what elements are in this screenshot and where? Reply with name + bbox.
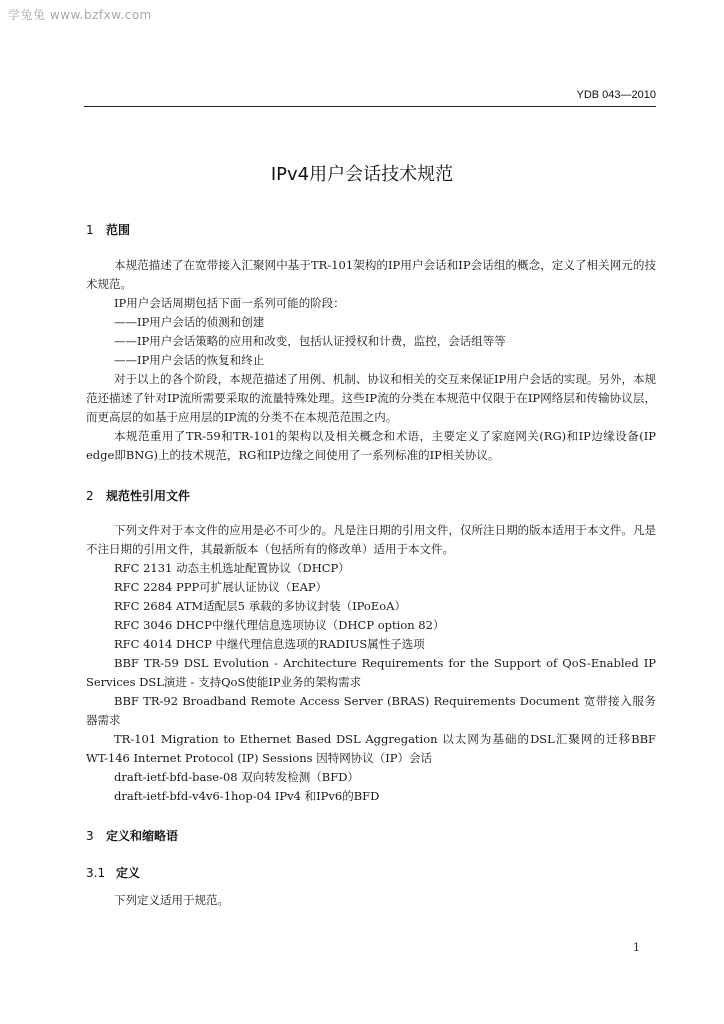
reference-item: TR-101 Migration to Ethernet Based DSL Aggregation 以太网为基础的DSL汇聚网的迁移BBF WT-146 Internet Protocol (IP) Sessions 因特网协议（IP）会话 [86, 732, 656, 765]
section-title: 范围 [106, 223, 131, 237]
document-number: YDB 043—2010 [576, 89, 656, 101]
section-heading-definitions [86, 864, 140, 881]
reference-item: BBF TR-59 DSL Evolution - Architecture Requirements for the Support of QoS-Enabled IP Services DSL演进 - 支持QoS使能IP业务的架构需求 [86, 656, 656, 689]
section-title: 规范性引用文件 [106, 489, 191, 503]
watermark-text: 学兔兔 www.bzfxw.com [8, 8, 152, 22]
reference-item: RFC 3046 DHCP中继代理信息选项协议（DHCP option 82） [114, 618, 445, 632]
paragraph: IP用户会话周期包括下面一系列可能的阶段： [114, 296, 345, 310]
paragraph: 下列文件对于本文件的应用是必不可少的。凡是注日期的引用文件，仅所注日期的版本适用于本文件。凡是不注日期的引用文件，其最新版本（包括所有的修改单）适用于本文件。 [86, 523, 656, 556]
reference-item: RFC 2284 PPP可扩展认证协议（EAP） [114, 580, 328, 594]
section-definitions-body [86, 891, 656, 910]
section-number: 1 [86, 223, 94, 237]
page-number: 1 [633, 941, 640, 954]
section-references-body [86, 521, 656, 806]
reference-item: RFC 4014 DHCP 中继代理信息选项的RADIUS属性子选项 [114, 637, 425, 651]
section-scope-body [86, 256, 656, 465]
reference-item: RFC 2684 ATM适配层5 承载的多协议封装（IPoEoA） [114, 599, 406, 613]
reference-item: draft-ietf-bfd-v4v6-1hop-04 IPv4 和IPv6的BFD [114, 789, 380, 803]
section-title: 定义 [116, 866, 141, 880]
section-heading-scope [86, 221, 130, 238]
reference-item: BBF TR-92 Broadband Remote Access Server (BRAS) Requirements Document 宽带接入服务器需求 [86, 694, 656, 727]
section-heading-definitions-abbreviations [86, 827, 178, 844]
section-number: 3 [86, 829, 94, 843]
section-heading-normative-references [86, 487, 190, 504]
section-number: 2 [86, 489, 94, 503]
paragraph: 对于以上的各个阶段，本规范描述了用例、机制、协议和相关的交互来保证IP用户会话的实现。另外，本规范还描述了针对IP流所需要采取的流量特殊处理。这些IP流的分类在本规范中仅限于在IP网络层和传输协议层，而更高层的如基于应用层的IP流的分类不在本规范范围之内。 [86, 372, 656, 424]
reference-item: draft-ietf-bfd-base-08 双向转发检测（BFD） [114, 770, 359, 784]
list-item: ——IP用户会话的恢复和终止 [114, 353, 265, 367]
section-title: 定义和缩略语 [106, 829, 179, 843]
paragraph: 本规范重用了TR-59和TR-101的架构以及相关概念和术语，主要定义了家庭网关(RG)和IP边缘设备(IP edge即BNG)上的技术规范，RG和IP边缘之间使用了一系列标准的IP相关协议。 [86, 429, 656, 462]
paragraph: 本规范描述了在宽带接入汇聚网中基于TR-101架构的IP用户会话和IP会话组的概念，定义了相关网元的技术规范。 [86, 258, 656, 291]
list-item: ——IP用户会话策略的应用和改变，包括认证授权和计费，监控，会话组等等 [114, 334, 506, 348]
section-number: 3.1 [86, 866, 106, 880]
paragraph: 下列定义适用于规范。 [114, 893, 229, 907]
list-item: ——IP用户会话的侦测和创建 [114, 315, 265, 329]
header-rule [84, 106, 656, 107]
document-title: IPv4用户会话技术规范 [270, 164, 454, 185]
reference-item: RFC 2131 动态主机选址配置协议（DHCP） [114, 561, 350, 575]
